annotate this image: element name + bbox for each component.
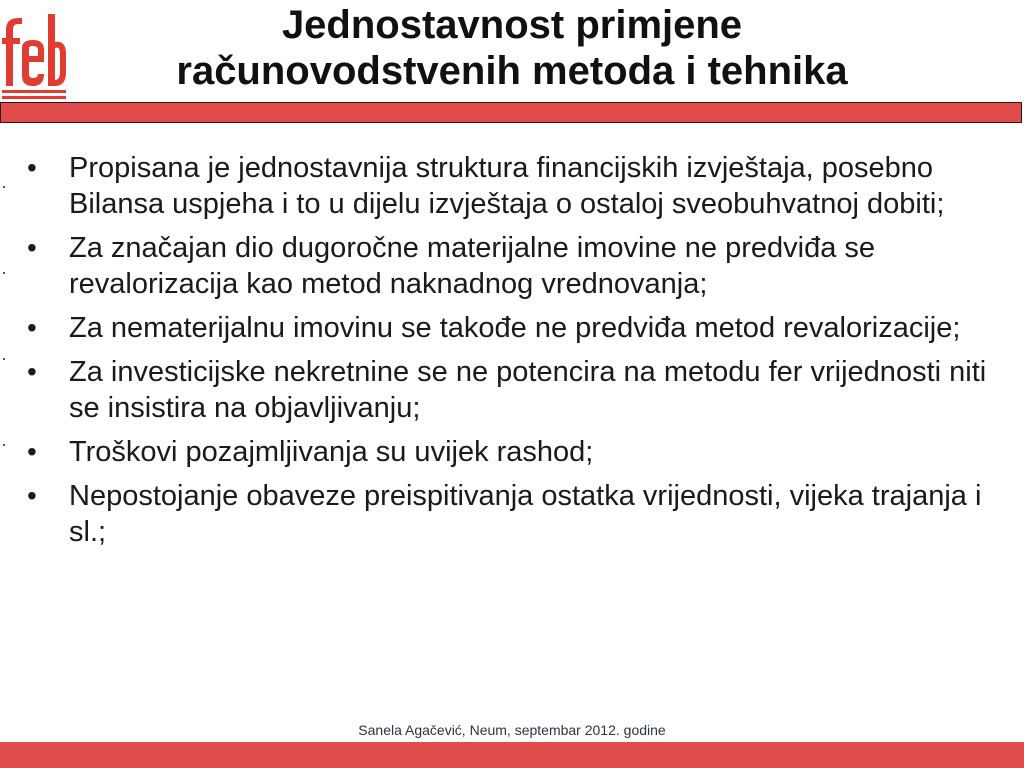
bullet-icon: • (27, 312, 37, 343)
page-title (0, 2, 1024, 94)
bullet-icon: • (27, 436, 37, 467)
bullet-icon: • (27, 152, 37, 183)
bullet-text: Za značajan dio dugoročne materijalne imovine ne predviđa se revalorizacija kao metod naknadnog vrednovanja; (69, 232, 876, 300)
list-item (0, 310, 1024, 346)
footer-text: Sanela Agačević, Neum, septembar 2012. godine (358, 722, 666, 738)
title-line-1: Jednostavnost primjene (281, 3, 743, 47)
bullet-text: Troškovi pozajmljivanja su uvijek rashod; (69, 436, 594, 468)
bullet-icon: • (27, 232, 37, 263)
bullet-icon: • (27, 356, 37, 387)
title-line-2: računovodstvenih metoda i tehnika (176, 49, 848, 93)
bullet-list (0, 150, 1024, 558)
bullet-icon: • (27, 480, 37, 511)
list-item (0, 434, 1024, 470)
list-item (0, 150, 1024, 222)
list-item (0, 354, 1024, 426)
title-divider-bar (0, 102, 1022, 123)
bullet-text: Za investicijske nekretnine se ne potencira na metodu fer vrijednosti niti se insistira na objavljivanju; (69, 356, 987, 424)
bullet-text: Nepostojanje obaveze preispitivanja ostatka vrijednosti, vijeka trajanja i sl.; (69, 480, 982, 548)
list-item (0, 230, 1024, 302)
bullet-text: Propisana je jednostavnija struktura financijskih izvještaja, posebno Bilansa uspjeha i to u dijelu izvještaja o ostaloj sveobuhvatnoj dobiti; (69, 152, 945, 220)
bullet-text: Za nematerijalnu imovinu se takođe ne predviđa metod revalorizacije; (69, 312, 961, 344)
footer-bar (0, 742, 1024, 768)
list-item (0, 478, 1024, 550)
